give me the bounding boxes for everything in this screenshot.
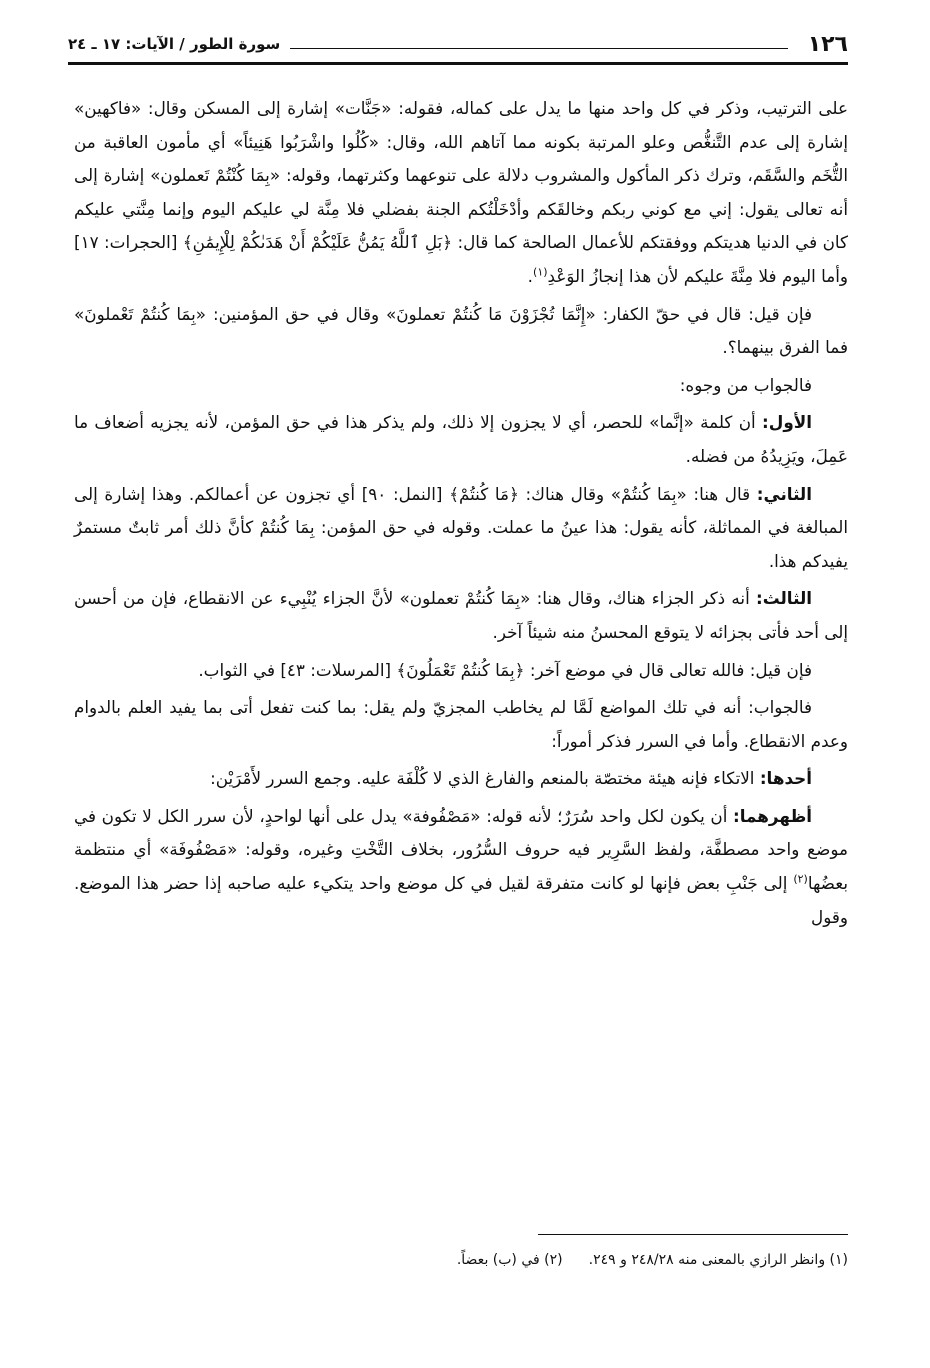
paragraph: أحدها: الاتكاء فإنه هيئة مختصّة بالمنعم والفارغ الذي لا كُلْفَة عليه. وجمع السرر لأَمْرَيْن: <box>210 768 812 789</box>
footnote-marker: (١) <box>533 265 548 279</box>
paragraph-lead: أحدها: <box>759 768 812 789</box>
paragraph: فإن قيل: قال في حقّ الكفار: «إِنَّمَا تُجْزَوْنَ مَا كُنتُمْ تعملونَ» وقال في حق المؤمنين: «بِمَا كُنتُمْ تَعْملونَ» فما الفرق بينهما؟. <box>74 303 848 358</box>
footnote-marker: (٢) <box>793 872 808 886</box>
footnotes <box>74 1245 848 1275</box>
paragraph: الثالث: أنه ذكر الجزاء هناك، وقال هنا: «بِمَا كُنتُمْ تعملون» لأنَّ الجزاء يُنْبِيء عن الانقطاع، فإن من أحسن إلى أحد فأتى بجزائه لا يتوقع المحسنُ منه شيئاً آخر. <box>74 588 848 642</box>
paragraph-lead: الأول: <box>762 412 812 433</box>
paragraph: على الترتيب، وذكر في كل واحد منها ما يدل على كماله، فقوله: «جَنَّات» إشارة إلى المسكن وقال: «فاكهين» إشارة إلى عدم التَّنغُّص وعلو المرتبة بكونه مما آتاهم الله، وقال: «كُلُوا واشْرَبُوا هَنِيئاً» أي مأمون العاقبة من التُّخَم والسَّقَم، وترك ذكر المأكول والمشروب دلالة على تنوعهما وكثرتهما، وقوله: «بِمَا كُنْتُمْ تَعملون» إشارة إلى أنه تعالى يقول: إني مع كوني ربكم وخالقَكم وأدْخَلْتُكم الجنة بفضلي فلا مِنَّة لي عليكم اليوم وإنما مِنَّتي عليكم كان في الدنيا هديتكم ووفقتكم للأعمال الصالحة كما قال: ﴿بَلِ ٱللَّهُ يَمُنُّ عَلَيْكُمْ أَنْ هَدَىٰكُمْ لِلْإِيمَٰنِ﴾ [الحجرات: ١٧] وأما اليوم فلا مِنَّةَ عليكم لأن هذا إنجازُ الوَعْدِ$^{(١)}$. <box>74 98 848 286</box>
paragraph: الثاني: قال هنا: «بِمَا كُنتُمْ» وقال هناك: ﴿مَا كُنتُمْ﴾ [النمل: ٩٠] أي تجزون عن أعمالكم. وهذا إشارة إلى المبالغة في المماثلة، كأنه يقول: هذا عينُ ما عملت. وقوله في حق المؤمن: بِمَا كُنتُمْ كأنَّ ذلك أمر ثابتٌ مستمرٌ يفيدكم هذا. <box>74 483 848 571</box>
paragraph-lead: الثاني: <box>756 483 812 504</box>
paragraph: فالجواب: أنه في تلك المواضع لَمَّا لم يخاطب المجزيّ ولم يقل: بما كنت تفعل أتى بما يفيد العلم بالدوام وعدم الانقطاع. وأما في السرر فذكر أموراً: <box>74 697 848 751</box>
paragraph: فالجواب من وجوه: <box>679 374 812 395</box>
body-text <box>74 92 848 938</box>
paragraph: فإن قيل: فالله تعالى قال في موضع آخر: ﴿بِمَا كُنتُمْ تَعْمَلُونَ﴾ [المرسلات: ٤٣] في الثواب. <box>198 659 812 680</box>
page-number: ١٢٦ <box>807 31 848 57</box>
header-rule <box>290 48 787 49</box>
paragraph-lead: أظهرهما: <box>733 805 813 826</box>
footnote: (١) وانظر الرازي بالمعنى منه ٢٤٨/٢٨ و ٢٤٩. <box>588 1252 848 1268</box>
page-header <box>68 26 848 62</box>
footnote-divider <box>538 1234 848 1235</box>
paragraph: أظهرهما: أن يكون لكل واحد سُرَرٌ؛ لأنه قوله: «مَصْفُوفة» يدل على أنها لواحدٍ، لأن سرر الكل لا تكون في موضع واحد مصطفَّة، ولفظ السَّرِير فيه حروف السُّرُور، بخلاف التَّخْتِ وغيره، وقوله: «مَصْفُوفَة» أي منتظمة بعضُها$^{(٢)}$ إلى جَنْبِ بعض فإنها لو كانت متفرقة لقيل في كل موضع واحد يتكيء عليه صاحبه إذا حضر هذا الموضع. وقول <box>74 805 848 927</box>
running-title: سورة الطور / الآيات: ١٧ ـ ٢٤ <box>68 35 281 53</box>
paragraph-lead: الثالث: <box>756 588 812 609</box>
header-divider <box>68 62 848 65</box>
footnote: (٢) في (ب) بعضاً. <box>456 1252 563 1268</box>
paragraph: الأول: أن كلمة «إنَّما» للحصر، أي لا يجزون إلا ذلك، ولم يذكر هذا في حق المؤمن، لأنه يجزيه أضعاف ما عَمِلَ، ويَزِيدُهُ من فضله. <box>74 412 848 466</box>
